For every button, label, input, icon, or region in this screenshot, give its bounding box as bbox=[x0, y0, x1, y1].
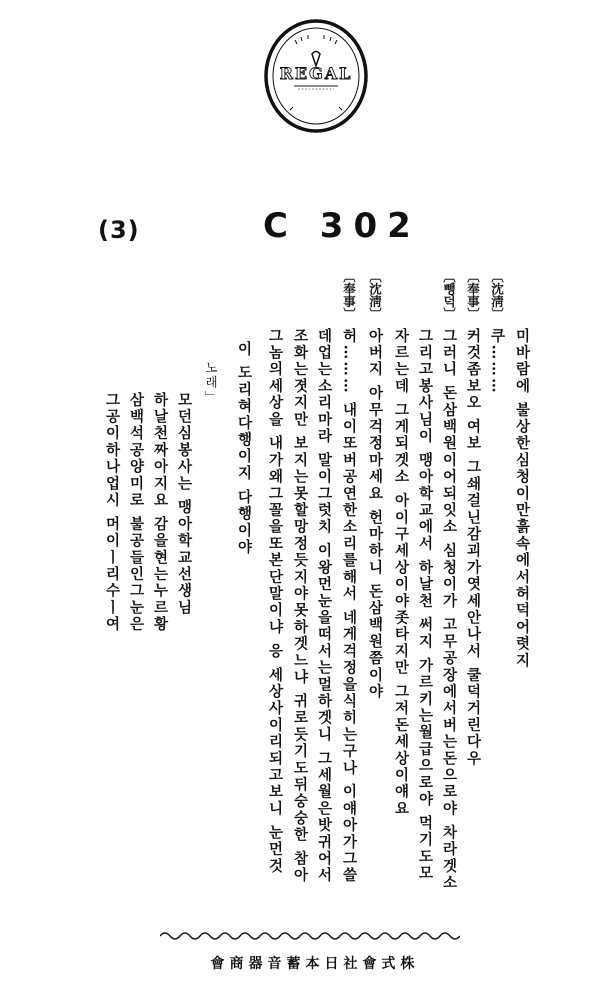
lyric-line: 삼백석공양미로 불공들인그눈은 bbox=[127, 392, 145, 634]
text-column: 허……… 내이또버공연한소리를해서 네게걱정을식히는구나 이얘아가그쓸 bbox=[340, 328, 358, 885]
speaker-label: 〔뺑덕〕 bbox=[441, 270, 457, 320]
speaker-label: 〔奉事〕 bbox=[341, 270, 357, 320]
lyric-line: 하날천짜아지요 감을현는누르황 bbox=[151, 392, 169, 634]
text-column: 아버지 아무걱정마세요 헌마하니 돈삼백원쯤이야 bbox=[366, 328, 384, 701]
publisher-name: 株式會社日本蓄音器商會 bbox=[210, 956, 420, 972]
text-column: 이 도리혀다행이지 다행이야 bbox=[235, 341, 253, 556]
record-code: C 302 bbox=[263, 206, 421, 246]
text-column: 쿠……… bbox=[488, 328, 506, 395]
speaker-label: 〔沈淸〕 bbox=[367, 270, 383, 320]
song-marker: 노래」 bbox=[203, 361, 219, 406]
speaker-label: 〔奉事〕 bbox=[465, 270, 481, 320]
lyric-line: 모던심봉사는 맹아학교선생님 bbox=[175, 392, 193, 617]
regal-logo bbox=[262, 18, 370, 134]
text-column: 조화는졋지만 보지는못할망정듯지야못하겟느냐 귀로듯기도뒤숭숭한 참아 bbox=[291, 328, 309, 885]
text-column: 그러니 돈삼백원이어되잇소 심청이가 고무공장에서버는돈으로야 차라겟소 bbox=[440, 328, 458, 892]
wavy-divider bbox=[160, 930, 460, 942]
logo-text: REGAL bbox=[279, 64, 353, 83]
lyric-line: 그공이하나업시 머이ㅣ리수ㅣ여 bbox=[103, 392, 121, 634]
page-number: (3) bbox=[98, 216, 140, 244]
text-column: 데업는소리마라 말이그럿치 이왕먼눈을떠서는멀하겟니 그세월은밧귀어서 bbox=[315, 328, 333, 885]
regal-record-label-icon bbox=[262, 18, 370, 134]
text-column: 그리고봉사님이 맹아학교에서 하날천 써지 가르키는월급으로야 먹기도모 bbox=[416, 328, 434, 882]
speaker-label: 〔沈淸〕 bbox=[489, 270, 505, 320]
text-column: 그놈의세상을 내가왜그꼴을또본단말이냐 응 세상사이리되고보니 눈먼것 bbox=[266, 328, 284, 875]
text-column: 커것좀보오 여보 그쇄걸닌감괴가엿세안나서 쿨덕거린다우 bbox=[464, 328, 482, 768]
text-column: 미바람에 불상한심청이만흙속에서허덕어렷지 bbox=[513, 328, 531, 670]
text-column: 자르는데 그게되겟소 아이구세상이야좃타지만 그저돈세상이얘요 bbox=[392, 328, 410, 818]
